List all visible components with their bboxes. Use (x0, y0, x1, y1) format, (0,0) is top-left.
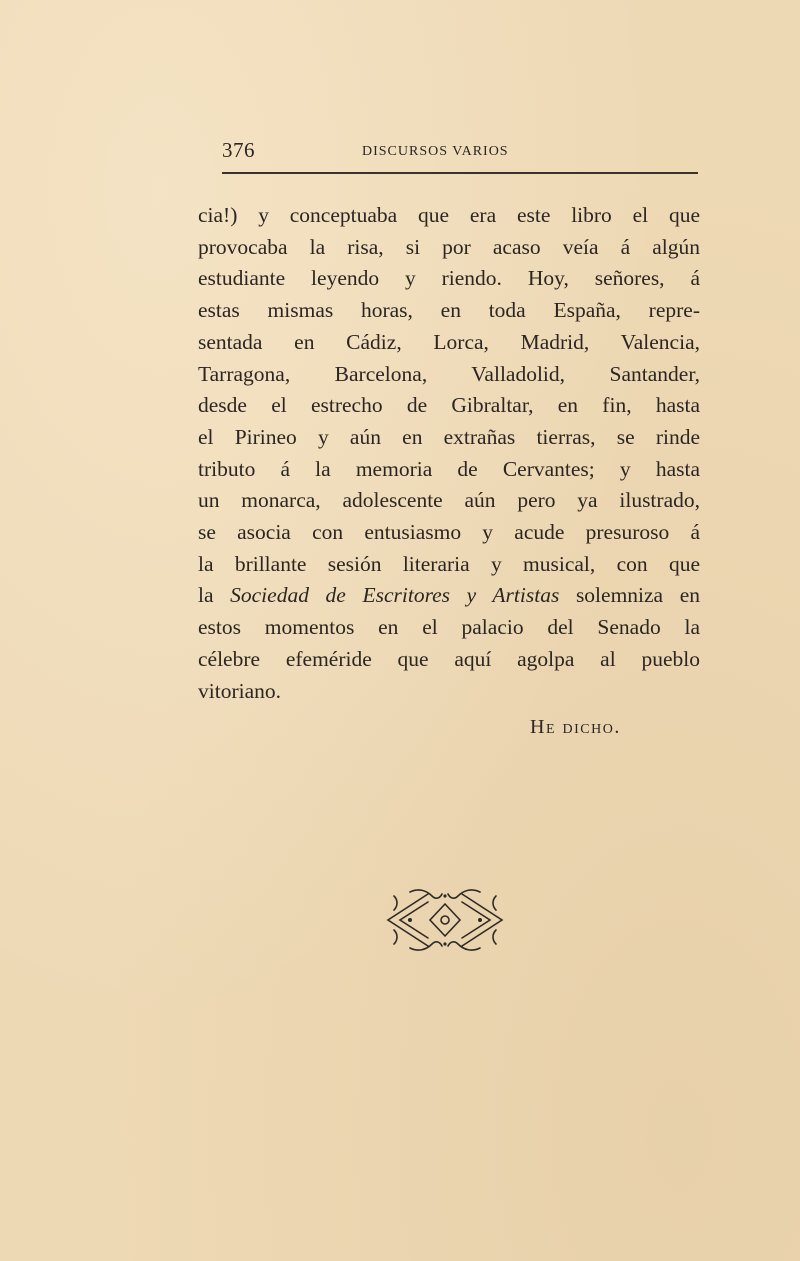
text-line-with-italic (198, 580, 700, 612)
header-rule (222, 172, 698, 174)
page-number: 376 (222, 138, 255, 162)
text-line: estas mismas horas, en toda España, repre- (198, 298, 700, 323)
text-line: Tarragona, Barcelona, Valladolid, Santander, (198, 361, 700, 386)
text-line: estudiante leyendo y riendo. Hoy, señores, á (198, 266, 700, 291)
body-text (198, 200, 700, 707)
text-fragment: solemniza en (575, 583, 701, 608)
running-head (222, 138, 700, 168)
text-line: un monarca, adolescente aún pero ya ilustrado, (198, 488, 700, 513)
text-line: célebre efeméride que aquí agolpa al pueblo (198, 646, 700, 671)
text-line: la brillante sesión literaria y musical, con que (198, 551, 700, 576)
text-line: cia!) y conceptuaba que era este libro el que (198, 203, 700, 227)
text-line: desde el estrecho de Gibraltar, en fin, hasta (198, 393, 700, 418)
running-title: DISCURSOS VARIOS (362, 144, 509, 159)
text-line: se asocia con entusiasmo y acude presuroso á (198, 520, 700, 545)
text-fragment: la (198, 583, 214, 608)
italic-society-name: Sociedad de Escritores y Artistas (230, 583, 560, 608)
text-line: estos momentos en el palacio del Senado la (198, 615, 700, 640)
closing-signature: He dicho. (530, 716, 621, 738)
text-line: tributo á la memoria de Cervantes; y hasta (198, 456, 700, 481)
text-line: el Pirineo y aún en extrañas tierras, se rinde (198, 424, 700, 449)
floral-tailpiece-icon (380, 886, 510, 954)
text-line: sentada en Cádiz, Lorca, Madrid, Valencia, (198, 329, 700, 354)
text-line: provocaba la risa, si por acaso veía á algún (198, 234, 700, 259)
text-line: vitoriano. (198, 678, 281, 703)
